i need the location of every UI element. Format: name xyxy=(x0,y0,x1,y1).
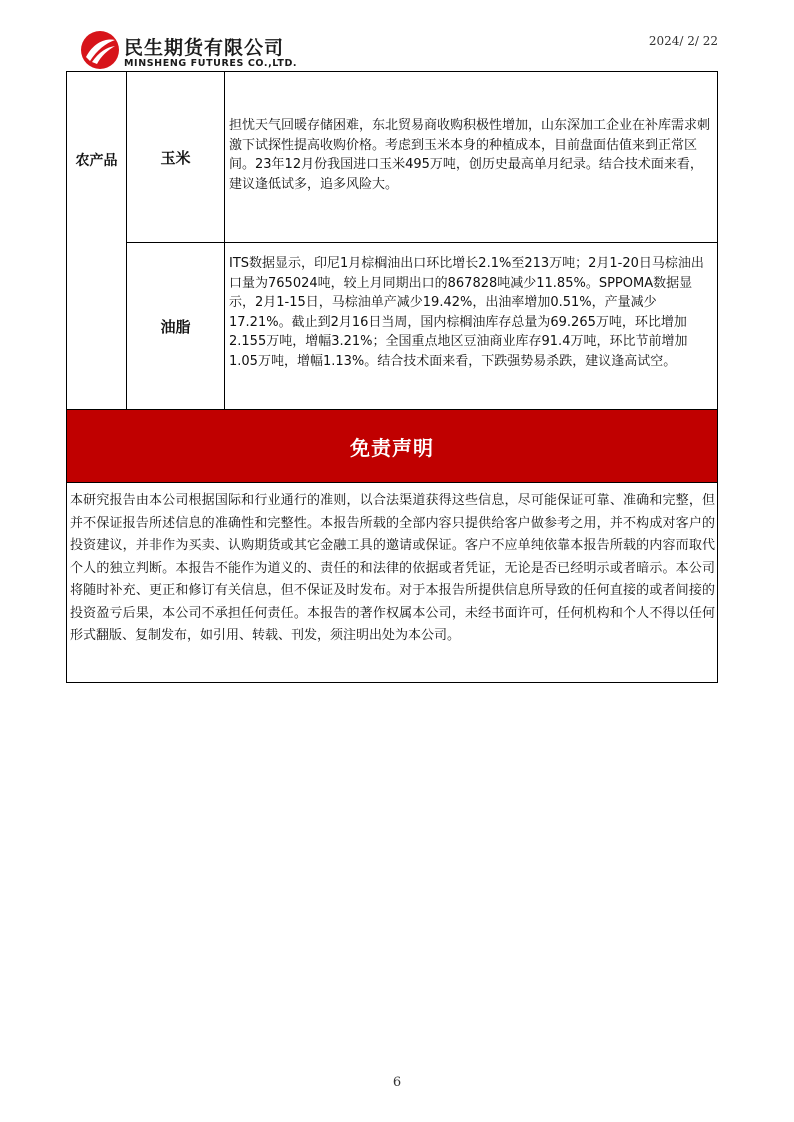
table-row xyxy=(66,71,718,242)
sector-label: 农产品 xyxy=(75,153,118,169)
item-name: 玉米 xyxy=(126,72,224,242)
item-commentary: ITS数据显示，印尼1月棕榈油出口环比增长2.1%至213万吨；2月1-20日马棕油出口量为765024吨，较上月同期出口的867828吨减少11.85%。SPPOMA数据显示，2月1-15日，马棕油单产减少19.42%，出油率增加0.51%，产量减少17.21%。截止到2月16日当周，国内棕榈油库存总量为69.265万吨，环比增加2.155万吨，增幅3.21%；全国重点地区豆油商业库存91.4万吨，环比节前增加1.05万吨，增幅1.13%。结合技术面来看，下跌强势易杀跌，建议逢高试空。 xyxy=(224,242,718,410)
company-name-cn: 民生期货有限公司 xyxy=(124,37,285,59)
company-name-en: MINSHENG FUTURES CO.,LTD. xyxy=(124,58,298,69)
disclaimer-body: 本研究报告由本公司根据国际和行业通行的准则，以合法渠道获得这些信息，尽可能保证可靠、准确和完整，但并不保证报告所述信息的准确性和完整性。本报告所载的全部内容只提供给客户做参考之用，并不构成对客户的投资建议，并非作为买卖、认购期货或其它金融工具的邀请或保证。客户不应单纯依靠本报告所载的内容而取代个人的独立判断。本报告不能作为道义的、责任的和法律的依据或者凭证，无论是否已经明示或者暗示。本公司将随时补充、更正和修订有关信息，但不保证及时发布。对于本报告所提供信息所导致的任何直接的或者间接的投资盈亏后果，本公司不承担任何责任。本报告的著作权属本公司，未经书面许可，任何机构和个人不得以任何形式翻版、复制发布，如引用、转载、刊发，须注明出处为本公司。 xyxy=(66,483,718,683)
page-number: 6 xyxy=(392,1075,402,1090)
commodity-table xyxy=(66,71,718,411)
report-date: 2024/ 2/ 22 xyxy=(648,34,718,48)
sector-cell-continued xyxy=(66,242,126,410)
minsheng-logo-icon xyxy=(80,30,120,70)
disclaimer-title: 免责声明 xyxy=(66,409,718,483)
sector-cell xyxy=(66,72,126,242)
item-name: 油脂 xyxy=(126,242,224,410)
company-logo xyxy=(80,30,320,72)
item-commentary: 担忧天气回暖存储困难，东北贸易商收购积极性增加，山东深加工企业在补库需求刺激下试探性提高收购价格。考虑到玉米本身的种植成本，目前盘面估值来到正常区间。23年12月份我国进口玉米495万吨，创历史最高单月纪录。结合技术面来看，建议逢低试多，追多风险大。 xyxy=(224,72,718,242)
table-row xyxy=(66,242,718,411)
